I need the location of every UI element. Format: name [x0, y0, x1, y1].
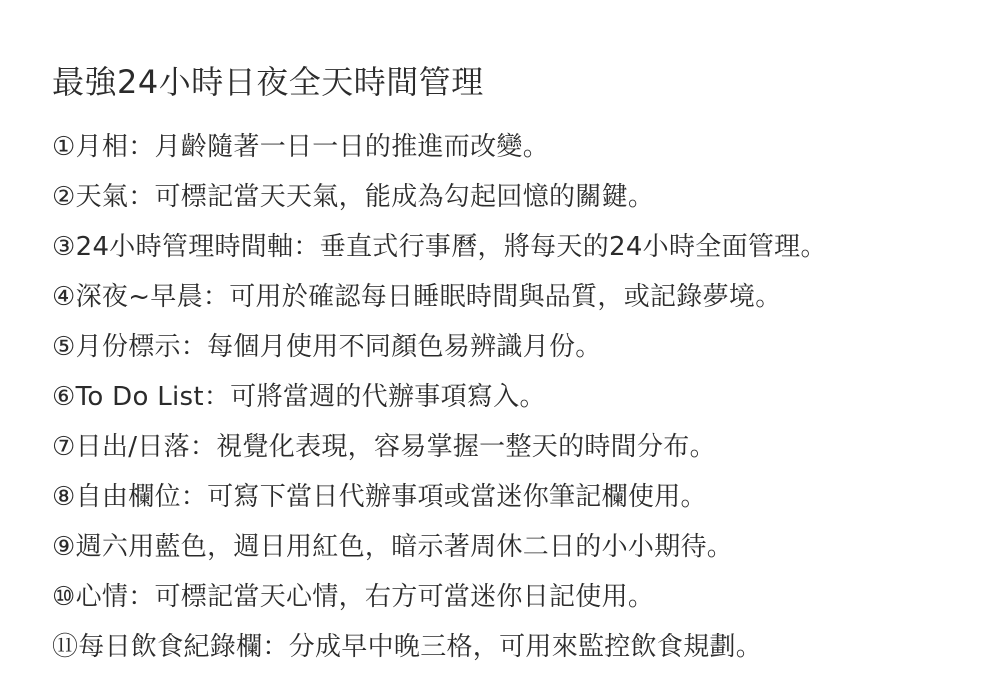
list-item-night-morning: ④深夜~早晨：可用於確認每日睡眠時間與品質，或記錄夢境。	[52, 282, 782, 312]
list-item-todo-list: ⑥To Do List：可將當週的代辦事項寫入。	[52, 382, 546, 412]
page-title: 最強24小時日夜全天時間管理	[52, 63, 484, 101]
list-item-weekend-colors: ⑨週六用藍色，週日用紅色，暗示著周休二日的小小期待。	[52, 532, 734, 562]
feature-list	[52, 122, 960, 672]
list-item-sunrise-sunset: ⑦日出/日落：視覺化表現，容易掌握一整天的時間分布。	[52, 432, 716, 462]
list-item-mood: ⑩心情：可標記當天心情，右方可當迷你日記使用。	[52, 582, 655, 612]
list-item-month-marker: ⑤月份標示：每個月使用不同顏色易辨識月份。	[52, 332, 602, 362]
list-item-24h-timeline: ③24小時管理時間軸：垂直式行事曆，將每天的24小時全面管理。	[52, 232, 827, 262]
list-item-diet-record: ⑪每日飲食紀錄欄：分成早中晚三格，可用來監控飲食規劃。	[52, 632, 763, 662]
list-item-weather: ②天氣：可標記當天天氣，能成為勾起回憶的關鍵。	[52, 182, 655, 212]
list-item-free-field: ⑧自由欄位：可寫下當日代辦事項或當迷你筆記欄使用。	[52, 482, 707, 512]
list-item-moon-phase: ①月相：月齡隨著一日一日的推進而改變。	[52, 132, 550, 162]
